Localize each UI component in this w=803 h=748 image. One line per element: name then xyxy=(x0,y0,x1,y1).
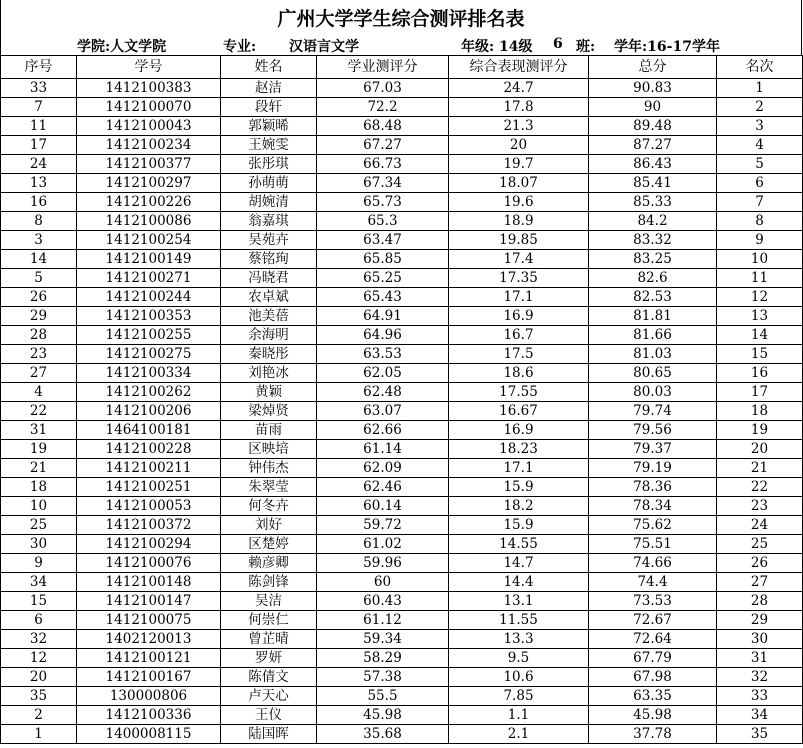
cell-academic-score: 66.73 xyxy=(317,155,449,174)
sheet-title: 广州大学学生综合测评排名表 xyxy=(0,0,802,34)
cell-academic-score: 65.85 xyxy=(317,250,449,269)
table-row xyxy=(1,706,803,725)
cell-student-id: 1412100226 xyxy=(77,193,221,212)
cell-academic-score: 45.98 xyxy=(317,706,449,725)
cell-performance-score: 2.1 xyxy=(449,725,589,744)
year-label: 学年:16-17学年 xyxy=(614,39,720,55)
info-row xyxy=(0,34,802,55)
cell-rank: 5 xyxy=(717,155,803,174)
cell-name: 区楚婷 xyxy=(221,535,317,554)
cell-performance-score: 10.6 xyxy=(449,668,589,687)
cell-name: 余海明 xyxy=(221,326,317,345)
major-value: 汉语言文学 xyxy=(289,39,359,55)
header-performance-score: 综合表现测评分 xyxy=(449,56,589,79)
cell-performance-score: 19.85 xyxy=(449,231,589,250)
cell-total-score: 78.36 xyxy=(589,478,717,497)
table-row xyxy=(1,554,803,573)
cell-name: 曾芷晴 xyxy=(221,630,317,649)
cell-rank: 25 xyxy=(717,535,803,554)
table-row xyxy=(1,326,803,345)
cell-index: 10 xyxy=(1,497,77,516)
cell-academic-score: 65.73 xyxy=(317,193,449,212)
table-row xyxy=(1,421,803,440)
cell-student-id: 1412100244 xyxy=(77,288,221,307)
cell-rank: 1 xyxy=(717,79,803,98)
cell-total-score: 82.6 xyxy=(589,269,717,288)
cell-performance-score: 17.1 xyxy=(449,459,589,478)
cell-name: 黄颖 xyxy=(221,383,317,402)
cell-academic-score: 61.14 xyxy=(317,440,449,459)
cell-index: 35 xyxy=(1,687,77,706)
cell-total-score: 81.03 xyxy=(589,345,717,364)
cell-academic-score: 67.27 xyxy=(317,136,449,155)
table-row xyxy=(1,136,803,155)
cell-academic-score: 63.53 xyxy=(317,345,449,364)
cell-academic-score: 60 xyxy=(317,573,449,592)
cell-academic-score: 62.05 xyxy=(317,364,449,383)
cell-index: 16 xyxy=(1,193,77,212)
cell-index: 25 xyxy=(1,516,77,535)
cell-student-id: 1412100228 xyxy=(77,440,221,459)
cell-index: 23 xyxy=(1,345,77,364)
cell-rank: 21 xyxy=(717,459,803,478)
cell-total-score: 79.56 xyxy=(589,421,717,440)
cell-student-id: 1412100053 xyxy=(77,497,221,516)
cell-rank: 28 xyxy=(717,592,803,611)
cell-student-id: 1400008115 xyxy=(77,725,221,744)
cell-name: 郭颖晞 xyxy=(221,117,317,136)
cell-name: 吴洁 xyxy=(221,592,317,611)
cell-index: 22 xyxy=(1,402,77,421)
cell-academic-score: 64.96 xyxy=(317,326,449,345)
cell-rank: 3 xyxy=(717,117,803,136)
header-index: 序号 xyxy=(1,56,77,79)
cell-index: 12 xyxy=(1,649,77,668)
header-name: 姓名 xyxy=(221,56,317,79)
cell-name: 钟伟杰 xyxy=(221,459,317,478)
cell-index: 6 xyxy=(1,611,77,630)
cell-performance-score: 19.7 xyxy=(449,155,589,174)
cell-total-score: 72.64 xyxy=(589,630,717,649)
cell-student-id: 1412100275 xyxy=(77,345,221,364)
cell-performance-score: 9.5 xyxy=(449,649,589,668)
cell-student-id: 1412100086 xyxy=(77,212,221,231)
cell-student-id: 1412100336 xyxy=(77,706,221,725)
cell-total-score: 89.48 xyxy=(589,117,717,136)
table-row xyxy=(1,345,803,364)
cell-performance-score: 15.9 xyxy=(449,478,589,497)
cell-name: 刘艳冰 xyxy=(221,364,317,383)
cell-index: 14 xyxy=(1,250,77,269)
cell-academic-score: 65.3 xyxy=(317,212,449,231)
cell-index: 33 xyxy=(1,79,77,98)
cell-total-score: 85.33 xyxy=(589,193,717,212)
cell-name: 张彤琪 xyxy=(221,155,317,174)
cell-student-id: 1412100121 xyxy=(77,649,221,668)
cell-rank: 7 xyxy=(717,193,803,212)
cell-student-id: 1412100383 xyxy=(77,79,221,98)
cell-index: 13 xyxy=(1,174,77,193)
cell-academic-score: 72.2 xyxy=(317,98,449,117)
cell-student-id: 1412100167 xyxy=(77,668,221,687)
table-row xyxy=(1,478,803,497)
cell-name: 吴苑卉 xyxy=(221,231,317,250)
cell-performance-score: 16.9 xyxy=(449,421,589,440)
cell-total-score: 83.32 xyxy=(589,231,717,250)
table-row xyxy=(1,364,803,383)
college-label: 学院:人文学院 xyxy=(77,39,167,55)
table-row xyxy=(1,269,803,288)
table-row xyxy=(1,440,803,459)
cell-rank: 13 xyxy=(717,307,803,326)
cell-academic-score: 57.38 xyxy=(317,668,449,687)
cell-rank: 34 xyxy=(717,706,803,725)
cell-student-id: 1412100255 xyxy=(77,326,221,345)
table-row xyxy=(1,231,803,250)
cell-rank: 33 xyxy=(717,687,803,706)
cell-student-id: 1464100181 xyxy=(77,421,221,440)
table-row xyxy=(1,459,803,478)
cell-academic-score: 55.5 xyxy=(317,687,449,706)
cell-total-score: 80.03 xyxy=(589,383,717,402)
cell-academic-score: 59.34 xyxy=(317,630,449,649)
table-row xyxy=(1,250,803,269)
cell-index: 21 xyxy=(1,459,77,478)
cell-student-id: 1412100254 xyxy=(77,231,221,250)
cell-academic-score: 65.43 xyxy=(317,288,449,307)
cell-index: 5 xyxy=(1,269,77,288)
header-academic-score: 学业测评分 xyxy=(317,56,449,79)
cell-rank: 30 xyxy=(717,630,803,649)
cell-index: 20 xyxy=(1,668,77,687)
cell-rank: 19 xyxy=(717,421,803,440)
cell-performance-score: 7.85 xyxy=(449,687,589,706)
cell-academic-score: 61.12 xyxy=(317,611,449,630)
cell-academic-score: 60.14 xyxy=(317,497,449,516)
cell-performance-score: 18.2 xyxy=(449,497,589,516)
cell-total-score: 73.53 xyxy=(589,592,717,611)
cell-index: 15 xyxy=(1,592,77,611)
cell-total-score: 85.41 xyxy=(589,174,717,193)
cell-name: 冯晓君 xyxy=(221,269,317,288)
cell-name: 孙萌萌 xyxy=(221,174,317,193)
cell-student-id: 1412100043 xyxy=(77,117,221,136)
cell-rank: 4 xyxy=(717,136,803,155)
cell-rank: 22 xyxy=(717,478,803,497)
table-row xyxy=(1,725,803,744)
cell-student-id: 1412100149 xyxy=(77,250,221,269)
cell-performance-score: 11.55 xyxy=(449,611,589,630)
cell-total-score: 84.2 xyxy=(589,212,717,231)
cell-academic-score: 59.72 xyxy=(317,516,449,535)
cell-academic-score: 59.96 xyxy=(317,554,449,573)
cell-performance-score: 14.55 xyxy=(449,535,589,554)
header-total-score: 总分 xyxy=(589,56,717,79)
cell-total-score: 75.51 xyxy=(589,535,717,554)
cell-name: 赵洁 xyxy=(221,79,317,98)
major-label: 专业: xyxy=(223,39,257,55)
cell-student-id: 1412100076 xyxy=(77,554,221,573)
cell-performance-score: 17.4 xyxy=(449,250,589,269)
table-row xyxy=(1,402,803,421)
cell-performance-score: 14.4 xyxy=(449,573,589,592)
cell-index: 34 xyxy=(1,573,77,592)
cell-academic-score: 58.29 xyxy=(317,649,449,668)
table-row xyxy=(1,212,803,231)
cell-academic-score: 62.66 xyxy=(317,421,449,440)
cell-index: 11 xyxy=(1,117,77,136)
cell-total-score: 82.53 xyxy=(589,288,717,307)
table-row xyxy=(1,573,803,592)
cell-total-score: 45.98 xyxy=(589,706,717,725)
cell-name: 何冬卉 xyxy=(221,497,317,516)
cell-academic-score: 62.09 xyxy=(317,459,449,478)
cell-rank: 9 xyxy=(717,231,803,250)
cell-student-id: 1412100148 xyxy=(77,573,221,592)
cell-index: 18 xyxy=(1,478,77,497)
cell-performance-score: 1.1 xyxy=(449,706,589,725)
cell-index: 3 xyxy=(1,231,77,250)
cell-academic-score: 64.91 xyxy=(317,307,449,326)
table-row xyxy=(1,649,803,668)
cell-student-id: 1412100211 xyxy=(77,459,221,478)
cell-name: 王仪 xyxy=(221,706,317,725)
cell-index: 1 xyxy=(1,725,77,744)
class-label: 班: xyxy=(576,39,596,55)
cell-name: 赖彦卿 xyxy=(221,554,317,573)
cell-total-score: 80.65 xyxy=(589,364,717,383)
cell-total-score: 75.62 xyxy=(589,516,717,535)
grade-label: 年级: 14级 xyxy=(461,39,533,55)
cell-rank: 24 xyxy=(717,516,803,535)
cell-academic-score: 61.02 xyxy=(317,535,449,554)
cell-index: 4 xyxy=(1,383,77,402)
cell-academic-score: 63.07 xyxy=(317,402,449,421)
cell-performance-score: 17.55 xyxy=(449,383,589,402)
cell-performance-score: 19.6 xyxy=(449,193,589,212)
cell-rank: 18 xyxy=(717,402,803,421)
cell-rank: 26 xyxy=(717,554,803,573)
cell-name: 罗妍 xyxy=(221,649,317,668)
cell-rank: 15 xyxy=(717,345,803,364)
cell-name: 陆国晖 xyxy=(221,725,317,744)
cell-total-score: 74.4 xyxy=(589,573,717,592)
table-row xyxy=(1,193,803,212)
cell-name: 秦晓彤 xyxy=(221,345,317,364)
cell-student-id: 1412100075 xyxy=(77,611,221,630)
cell-student-id: 1412100353 xyxy=(77,307,221,326)
cell-total-score: 72.67 xyxy=(589,611,717,630)
table-row xyxy=(1,497,803,516)
cell-rank: 31 xyxy=(717,649,803,668)
cell-name: 池美蓓 xyxy=(221,307,317,326)
cell-name: 梁焯贤 xyxy=(221,402,317,421)
table-row xyxy=(1,307,803,326)
cell-student-id: 1412100251 xyxy=(77,478,221,497)
cell-academic-score: 63.47 xyxy=(317,231,449,250)
cell-name: 刘好 xyxy=(221,516,317,535)
ranking-table xyxy=(0,55,803,744)
cell-student-id: 1412100206 xyxy=(77,402,221,421)
cell-performance-score: 16.9 xyxy=(449,307,589,326)
cell-index: 2 xyxy=(1,706,77,725)
header-student-id: 学号 xyxy=(77,56,221,79)
cell-name: 段轩 xyxy=(221,98,317,117)
cell-student-id: 1412100372 xyxy=(77,516,221,535)
cell-index: 30 xyxy=(1,535,77,554)
table-row xyxy=(1,98,803,117)
cell-rank: 35 xyxy=(717,725,803,744)
table-row xyxy=(1,117,803,136)
cell-student-id: 1412100294 xyxy=(77,535,221,554)
cell-performance-score: 17.35 xyxy=(449,269,589,288)
cell-total-score: 81.66 xyxy=(589,326,717,345)
cell-total-score: 79.37 xyxy=(589,440,717,459)
cell-index: 17 xyxy=(1,136,77,155)
cell-total-score: 87.27 xyxy=(589,136,717,155)
cell-index: 8 xyxy=(1,212,77,231)
cell-performance-score: 21.3 xyxy=(449,117,589,136)
cell-academic-score: 60.43 xyxy=(317,592,449,611)
cell-rank: 17 xyxy=(717,383,803,402)
cell-student-id: 1412100234 xyxy=(77,136,221,155)
cell-rank: 16 xyxy=(717,364,803,383)
cell-academic-score: 62.48 xyxy=(317,383,449,402)
cell-total-score: 90 xyxy=(589,98,717,117)
cell-index: 19 xyxy=(1,440,77,459)
cell-index: 27 xyxy=(1,364,77,383)
cell-academic-score: 62.46 xyxy=(317,478,449,497)
cell-index: 24 xyxy=(1,155,77,174)
cell-academic-score: 67.34 xyxy=(317,174,449,193)
cell-rank: 27 xyxy=(717,573,803,592)
cell-total-score: 37.78 xyxy=(589,725,717,744)
cell-index: 31 xyxy=(1,421,77,440)
cell-total-score: 67.79 xyxy=(589,649,717,668)
cell-rank: 6 xyxy=(717,174,803,193)
cell-index: 29 xyxy=(1,307,77,326)
cell-student-id: 130000806 xyxy=(77,687,221,706)
cell-student-id: 1412100334 xyxy=(77,364,221,383)
cell-student-id: 1412100262 xyxy=(77,383,221,402)
cell-name: 陈剑锋 xyxy=(221,573,317,592)
cell-performance-score: 20 xyxy=(449,136,589,155)
cell-total-score: 63.35 xyxy=(589,687,717,706)
cell-total-score: 78.34 xyxy=(589,497,717,516)
cell-name: 翁嘉琪 xyxy=(221,212,317,231)
cell-student-id: 1412100377 xyxy=(77,155,221,174)
table-row xyxy=(1,516,803,535)
cell-index: 28 xyxy=(1,326,77,345)
cell-name: 区映培 xyxy=(221,440,317,459)
class-number: 6 xyxy=(553,36,563,52)
cell-performance-score: 14.7 xyxy=(449,554,589,573)
cell-name: 何崇仁 xyxy=(221,611,317,630)
cell-total-score: 86.43 xyxy=(589,155,717,174)
cell-performance-score: 17.8 xyxy=(449,98,589,117)
cell-name: 王婉雯 xyxy=(221,136,317,155)
cell-total-score: 81.81 xyxy=(589,307,717,326)
cell-name: 蔡铭珣 xyxy=(221,250,317,269)
cell-rank: 29 xyxy=(717,611,803,630)
cell-performance-score: 18.07 xyxy=(449,174,589,193)
table-row xyxy=(1,668,803,687)
cell-rank: 2 xyxy=(717,98,803,117)
header-rank: 名次 xyxy=(717,56,803,79)
table-row xyxy=(1,630,803,649)
cell-name: 胡婉清 xyxy=(221,193,317,212)
table-row xyxy=(1,687,803,706)
cell-rank: 23 xyxy=(717,497,803,516)
cell-student-id: 1412100147 xyxy=(77,592,221,611)
cell-index: 26 xyxy=(1,288,77,307)
cell-academic-score: 68.48 xyxy=(317,117,449,136)
table-row xyxy=(1,174,803,193)
table-row xyxy=(1,383,803,402)
cell-performance-score: 17.1 xyxy=(449,288,589,307)
cell-name: 朱翠莹 xyxy=(221,478,317,497)
cell-performance-score: 18.6 xyxy=(449,364,589,383)
cell-total-score: 79.74 xyxy=(589,402,717,421)
cell-academic-score: 67.03 xyxy=(317,79,449,98)
cell-performance-score: 13.3 xyxy=(449,630,589,649)
cell-index: 32 xyxy=(1,630,77,649)
table-row xyxy=(1,288,803,307)
cell-rank: 11 xyxy=(717,269,803,288)
table-row xyxy=(1,155,803,174)
table-row xyxy=(1,611,803,630)
cell-performance-score: 24.7 xyxy=(449,79,589,98)
cell-performance-score: 13.1 xyxy=(449,592,589,611)
cell-student-id: 1412100297 xyxy=(77,174,221,193)
cell-student-id: 1412100271 xyxy=(77,269,221,288)
cell-name: 卢天心 xyxy=(221,687,317,706)
cell-name: 苗雨 xyxy=(221,421,317,440)
cell-student-id: 1402120013 xyxy=(77,630,221,649)
cell-student-id: 1412100070 xyxy=(77,98,221,117)
cell-name: 陈倩文 xyxy=(221,668,317,687)
cell-academic-score: 65.25 xyxy=(317,269,449,288)
cell-performance-score: 17.5 xyxy=(449,345,589,364)
cell-performance-score: 16.7 xyxy=(449,326,589,345)
cell-performance-score: 16.67 xyxy=(449,402,589,421)
cell-rank: 20 xyxy=(717,440,803,459)
cell-rank: 12 xyxy=(717,288,803,307)
cell-rank: 14 xyxy=(717,326,803,345)
cell-total-score: 74.66 xyxy=(589,554,717,573)
cell-name: 农卓斌 xyxy=(221,288,317,307)
cell-rank: 10 xyxy=(717,250,803,269)
cell-index: 9 xyxy=(1,554,77,573)
cell-total-score: 83.25 xyxy=(589,250,717,269)
table-row xyxy=(1,535,803,554)
table-row xyxy=(1,79,803,98)
cell-performance-score: 18.9 xyxy=(449,212,589,231)
cell-performance-score: 15.9 xyxy=(449,516,589,535)
cell-total-score: 90.83 xyxy=(589,79,717,98)
header-row xyxy=(1,56,803,79)
cell-rank: 8 xyxy=(717,212,803,231)
cell-performance-score: 18.23 xyxy=(449,440,589,459)
cell-rank: 32 xyxy=(717,668,803,687)
cell-total-score: 67.98 xyxy=(589,668,717,687)
table-row xyxy=(1,592,803,611)
cell-index: 7 xyxy=(1,98,77,117)
cell-academic-score: 35.68 xyxy=(317,725,449,744)
cell-total-score: 79.19 xyxy=(589,459,717,478)
